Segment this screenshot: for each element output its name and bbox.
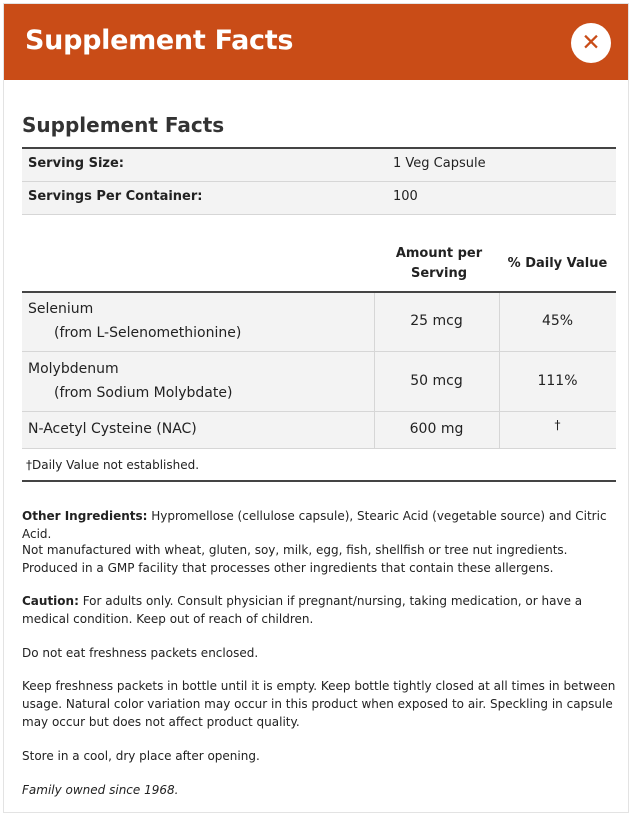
nutrient-source: (from L-Selenomethionine) — [54, 325, 242, 341]
modal-header — [4, 4, 628, 80]
facts-title: Supplement Facts — [22, 113, 225, 137]
modal-title: Supplement Facts — [25, 25, 294, 56]
column-divider — [374, 293, 375, 448]
nutrient-name: Molybdenum — [28, 361, 119, 377]
daily-value-column-header: % Daily Value — [507, 256, 608, 271]
nutrient-daily-value: 45% — [541, 313, 574, 329]
caution-text: For adults only. Consult physician if pregnant/nursing, taking medication, or have a medical condition. Keep out of reach of children. — [22, 594, 583, 626]
column-divider — [499, 293, 500, 448]
amount-header-line1: Amount per — [395, 246, 483, 261]
caution-label: Caution: — [22, 594, 79, 608]
nutrient-name: Selenium — [28, 301, 94, 317]
other-ingredients-label: Other Ingredients: — [22, 509, 148, 523]
daily-value-footnote: †Daily Value not established. — [26, 458, 200, 472]
nutrient-amount: 25 mcg — [410, 313, 463, 329]
caution-statement — [22, 592, 616, 628]
serving-size-value: 1 Veg Capsule — [393, 156, 486, 171]
freshness-note: Do not eat freshness packets enclosed. — [22, 646, 259, 660]
other-ingredients-text: Hypromellose (cellulose capsule), Stearic Acid (vegetable source) and Citric Acid. — [22, 509, 607, 541]
nutrient-amount: 50 mcg — [410, 373, 463, 389]
nutrient-source: (from Sodium Molybdate) — [54, 385, 233, 401]
supplement-facts-modal — [3, 3, 629, 813]
divider — [22, 448, 616, 449]
nutrient-daily-value: 111% — [537, 373, 578, 389]
store-note: Store in a cool, dry place after opening. — [22, 749, 260, 763]
servings-per-container-value: 100 — [393, 189, 418, 204]
facts-bottom-rule — [22, 480, 616, 482]
nutrient-amount: 600 mg — [409, 421, 464, 437]
servings-per-container-label: Servings Per Container: — [28, 189, 203, 204]
amount-column-header — [374, 244, 504, 284]
nutrient-daily-value: † — [554, 418, 561, 432]
close-icon: ✕ — [581, 30, 601, 56]
family-owned-note: Family owned since 1968. — [22, 783, 179, 797]
nutrient-name: N-Acetyl Cysteine (NAC) — [28, 421, 197, 437]
close-button[interactable] — [571, 23, 611, 63]
other-ingredients — [22, 507, 616, 543]
storage-note: Keep freshness packets in bottle until it is empty. Keep bottle tightly closed at all times in between usage. Natural color variation may occur in this product when exposed to air. Speckling in capsule may occur but does not affect product quality. — [22, 679, 616, 729]
serving-size-label: Serving Size: — [28, 156, 125, 171]
divider — [22, 214, 616, 215]
amount-header-line2: Serving — [410, 266, 468, 281]
allergen-statement: Not manufactured with wheat, gluten, soy, milk, egg, fish, shellfish or tree nut ingredients. Produced in a GMP facility that processes other ingredients that contain these allergens. — [22, 543, 568, 575]
